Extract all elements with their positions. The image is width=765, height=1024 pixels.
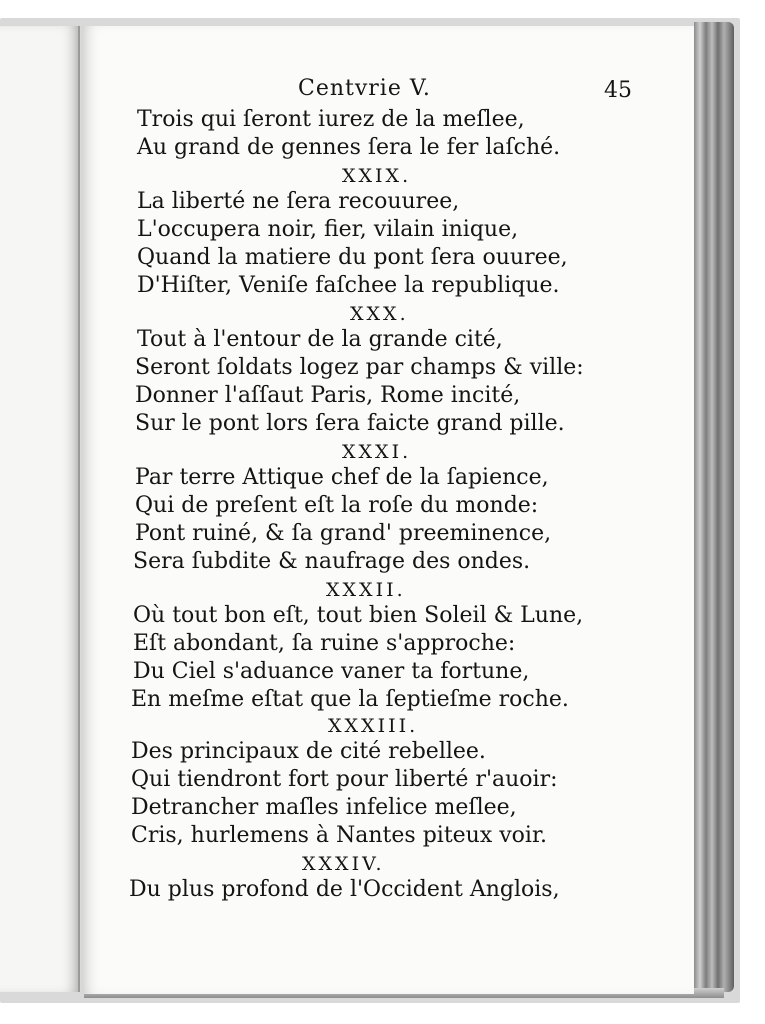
text-line: Sera ſubdite & naufrage des ondes. [133, 549, 531, 574]
text-line: Des principaux de cité rebellee. [131, 739, 486, 764]
text-line: Quand la matiere du pont ſera ouuree, [137, 245, 568, 270]
text-line: Tout à l'entour de la grande cité, [137, 327, 503, 352]
text-line: Pont ruiné, & ſa grand' preeminence, [135, 521, 552, 546]
text-line: Trois qui ſeront iurez de la meſlee, [137, 107, 525, 132]
text-line: Où tout bon eſt, tout bien Soleil & Lune, [133, 603, 584, 628]
text-line: Cris, hurlemens à Nantes piteux voir. [131, 823, 548, 848]
text-line: Qui tiendront fort pour liberté r'auoir: [131, 767, 558, 792]
left-page [0, 26, 80, 992]
text-line: Par terre Attique chef de la ſapience, [135, 465, 549, 490]
text-line: Qui de preſent eſt la roſe du monde: [135, 493, 539, 518]
running-head: Centvrie V. [298, 76, 431, 101]
quatrain-numeral: XXXIII. [328, 715, 419, 737]
text-line: Donner l'aſſaut Paris, Rome incité, [135, 383, 521, 408]
text-line: Au grand de gennes ſera le fer laſché. [137, 135, 561, 160]
quatrain-numeral: XXXI. [342, 441, 412, 463]
text-line: Sur le pont lors ſera faicte grand pille. [135, 411, 565, 436]
text-line: Detrancher maſles infelice meſlee, [131, 795, 517, 820]
quatrain-numeral: XXXII. [326, 579, 406, 601]
text-line: Du plus profond de l'Occident Anglois, [129, 877, 560, 902]
text-line: La liberté ne ſera recouuree, [137, 189, 460, 214]
page-number: 45 [604, 78, 632, 103]
text-line: Du Ciel s'aduance vaner ta fortune, [133, 659, 530, 684]
text-line: Seront ſoldats logez par champs & ville: [135, 355, 584, 380]
text-line: Eſt abondant, ſa ruine s'approche: [133, 631, 516, 656]
text-line: L'occupera noir, fier, vilain inique, [137, 217, 519, 242]
quatrain-numeral: XXX. [350, 303, 409, 325]
quatrain-numeral: XXXIV. [302, 853, 385, 875]
text-line: En meſme eſtat que la ſeptieſme roche. [131, 687, 569, 712]
page-edges [694, 22, 734, 992]
text-line: D'Hiſter, Veniſe faſchee la republique. [137, 273, 560, 298]
quatrain-numeral: XXIX. [342, 165, 412, 187]
